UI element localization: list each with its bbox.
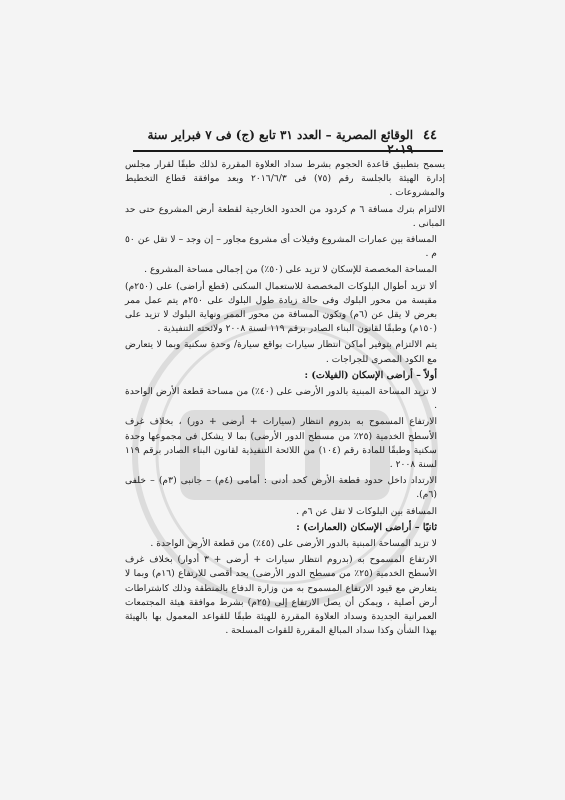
paragraph: الارتفاع المسموح به (بدروم انتظار سيارات + أرضى + ٣ أدوار) بخلاف غرف الأسطح الخدمية (٢٥٪ من مسطح الدور الأرضى) بحد أقصى للارتفاع (١٦م) وبما لا يتعارض مع قيود الارتفاع المسموح به من وزارة الدفاع بالمنطقة وذلك كاشتراطات أرض أصلية ، ويمكن أن يصل الارتفاع إلى (٢٥م) بشرط موافقة هيئة المجتمعات العمرانية الجديدة وسداد العلاوة المقررة للهيئة طبقًا للقواعد المعمول بها بالهيئة بهذا الشأن وكذا سداد المبالغ المقررة للقوات المسلحة . (125, 554, 438, 637)
paragraph: يسمح بتطبيق قاعدة الحجوم بشرط سداد العلاوة المقررة لذلك طبقًا لقرار مجلس إدارة الهيئة بالجلسة رقم (٧٥) فى ٢٠١٦/٦/٣ وبعد موافقة قطاع التخطيط والمشروعات . (125, 159, 445, 199)
paragraph: الارتداد داخل حدود قطعة الأرض كحد أدنى : أمامى (٤م) – جانبى (٣م) – خلفى (٦م). (125, 475, 437, 501)
paragraph: المسافة بين عمارات المشروع وفيلات أى مشروع مجاور – إن وجد – لا تقل عن ٥٠ م . (125, 234, 437, 260)
page-number: ٤٤ (423, 128, 437, 143)
gazette-title: الوقائع المصرية – العدد ٣١ تابع (ج) فى ٧ فبراير سنة ٢٠١٩ (147, 128, 414, 156)
paragraph: لا تزيد المساحة المبنية بالدور الأرضى على (٤٥٪) من قطعة الأرض الواحدة . (150, 538, 437, 550)
paragraph: المسافة بين البلوكات لا تقل عن ٦م . (296, 505, 437, 517)
paragraph: لا تزيد المساحة المبنية بالدور الأرضى على (٤٠٪) من مساحة قطعة الأرض الواحدة . (125, 386, 437, 412)
paragraph: المساحة المخصصة للإسكان لا تزيد على (٥٠٪) من إجمالى مساحة المشروع . (144, 264, 437, 276)
paragraph: يتم الالتزام بتوفير أماكن انتظار سيارات بواقع سيارة/ وحدة سكنية وبما لا يتعارض مع الكود المصرى للجراجات . (125, 339, 437, 365)
section-heading: أولاً – أراضى الإسكان (الفيلات) : (304, 369, 437, 381)
section-heading: ثانيًا – أراضى الإسكان (العمارات) : (296, 521, 437, 533)
header-divider (133, 150, 443, 152)
paragraph: ألا تزيد أطوال البلوكات المخصصة للاستعمال السكنى (قطع أراضى) على (٢٥٠م) مقيسة من محور البلوك وفى حالة زيادة طول البلوك على ٢٥٠م يتم عمل ممر بعرض لا يقل عن (٦م) وتكون المسافة من محور الممر ونهاية البلوك لا تزيد على (١٥٠م) وطبقًا لقانون البناء الصادر برقم ١١٩ لسنة ٢٠٠٨ ولائحته التنفيذية . (125, 280, 438, 335)
paragraph: الالتزام بترك مسافة ٦ م كردود من الحدود الخارجية لقطعة أرض المشروع حتى حد المبانى . (125, 203, 445, 229)
paragraph: الارتفاع المسموح به بدروم انتظار (سيارات + أرضى + دور) ، بخلاف غرف الأسطح الخدمية (٢٥٪ من مسطح الدور الأرضى) بما لا يشكل فى مجموعها وحدة سكنية وطبقًا للمادة رقم (١٠٤) من اللائحة التنفيذية لقانون البناء الصادر برقم ١١٩ لسنة ٢٠٠٨ . (125, 416, 438, 471)
document-body (125, 158, 445, 641)
